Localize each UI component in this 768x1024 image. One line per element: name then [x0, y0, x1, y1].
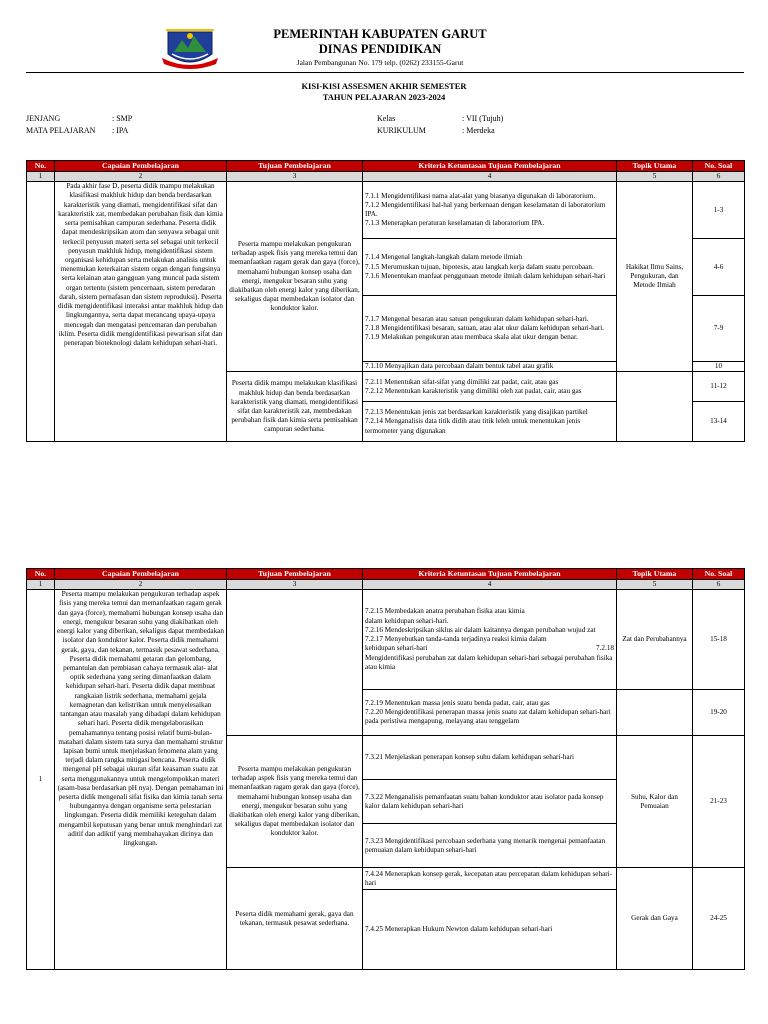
kriteria-item: 7.2.20 Mengidentifikasi penerapan massa jenis suatu zat dalam kehidupan sehari-hari pada peristiwa mengapung, melayang atau tenggelam [365, 708, 611, 726]
kriteria-item: 7.2.13 Menentukan jenis zat berdasarkan karakteristik yang disajikan partikel [365, 408, 588, 417]
kriteria-item: 7.3.21 Menjelaskan penerapan konsep suhu dalam kehidupan sehari-hari [365, 753, 574, 762]
col-header-topik: Topik Utama [617, 569, 693, 580]
kriteria-item: 7.1.3 Menerapkan peraturan keselamatan di laboratorium IPA. [365, 219, 545, 228]
topik-utama-cell: Hakikat Ilmu Sains, Pengukuran, dan Metode Ilmiah [617, 182, 693, 372]
no-soal-cell: 4-6 [693, 239, 745, 296]
tujuan-pembelajaran-cell: Peserta mampu melakukan pengukuran terhadap aspek fisis yang mereka temui dan memanfaatkan ragam gerak dan gaya (force), memahami hubungan konsep usaha dan energi, mengukur besaran suhu yang diakibatkan oleh energi kalor yang diberikan, sekaligus dapat membedakan isolator dan konduktor kalor. [227, 182, 363, 372]
capaian-pembelajaran-cell: Peserta mampu melakukan pengukuran terhadap aspek fisis yang mereka temui dan memanfaatkan ragam gerak dan gaya (force), memahami hubungan konsep usaha dan energi, mengukur besaran suhu yang diakibatkan oleh energi kalor yang diberikan, sekaligus dapat membedakan isolator dan konduktor kalor. Peserta didik memahami gerak, gaya, dan tekanan, termasuk pesawat sederhana. Peserta didik memahami getaran dan gelombang, pemantulan dan pembiasan cahaya termasuk alat- alat optik sederhana yang sering dimanfaatkan dalam kehidupan sehari-hari. Peserta didik dapat membuat rangkaian listrik sederhana, memahami gejala kemagnetan dan kelistrikan untuk menyelesaikan tantangan atau masalah yang dihadapi dalam kehidupan sehari hari. Peserta didik mengelaborasikan pemahamannya tentang posisi relatif bumi-bulan-matahari dalam sistem tata surya dan memahami struktur lapisan bumi untuk menjelaskan fenomena alam yang terjadi dalam rangka mitigasi bencana. Peserta didik mengenal pH sebagai ukuran sifat keasaman suatu zat serta menggunakannya untuk mengelompokkan materi (asam-basa berdasarkan pH nya). Dengan pemahaman ini peserta didik mengenali sifat fisika dan kimia tanah serta hubungannya dengan organisme serta pelestarian lingkungan. Peserta didik memiliki keteguhan dalam mengambil keputusan yang benar untuk menghindari zat aditif dan adiktif yang membahayakan dirinya dan lingkungan. [55, 590, 227, 970]
topik-utama-cell: Suhu, Kalor dan Pemuaian [617, 736, 693, 868]
kriteria-item: 7.1.8 Mengidentifikasi besaran, satuan, atau alat ukur dalam kehidupan sehari-hari. [365, 324, 605, 333]
col-header-no: No. [27, 161, 55, 172]
col-header-no: No. [27, 569, 55, 580]
kriteria-cell [363, 362, 617, 372]
agency-name: DINAS PENDIDIKAN [318, 42, 442, 56]
topik-utama-cell [617, 372, 693, 442]
kriteria-item: 7.4.24 Menerapkan konsep gerak, kecepatan atau percepatan dalam kehidupan sehari-hari [365, 869, 613, 887]
col-number: 6 [693, 580, 745, 590]
kriteria-cell [363, 868, 617, 890]
document-title: KISI-KISI ASSESMEN AKHIR SEMESTER [301, 81, 467, 91]
mata-pelajaran-label: MATA PELAJARAN [26, 126, 96, 135]
kriteria-item: 7.2.19 Menentukan massa jenis suatu benda padat, cair, atau gas [365, 698, 550, 707]
col-header-tujuan: Tujuan Pembelajaran [227, 161, 363, 172]
garut-regency-emblem [160, 24, 220, 70]
topik-utama-cell [617, 690, 693, 736]
kriteria-cell [363, 690, 617, 736]
header-rule [26, 72, 744, 73]
no-soal-cell: 11-12 [693, 372, 745, 402]
kriteria-item: kehidupan sehari-hari [365, 644, 428, 653]
kriteria-item: 7.2.14 Menganalisis data titik didih atau titik leleh untuk menentukan jenis termometer yang digunakan [365, 417, 581, 435]
no-soal-cell: 21-23 [693, 736, 745, 868]
kriteria-item: 7.1.9 Melakukan pengukuran atau membaca skala alat ukur dengan benar. [365, 333, 578, 342]
table-row [27, 590, 745, 690]
no-soal-cell: 1-3 [693, 182, 745, 239]
kriteria-item: 7.2.11 Menentukan sifat-sifat yang dimiliki zat padat, cair, atau gas [365, 377, 559, 386]
topik-utama-cell: Zat dan Perubahannya [617, 590, 693, 690]
no-soal-cell: 10 [693, 362, 745, 372]
kriteria-cell [363, 736, 617, 780]
capaian-pembelajaran-cell: Pada akhir fase D, peserta didik mampu melakukan klasifikasi makhluk hidup dan benda berdasarkan karakteristik yang diamati, mengidentifikasi sifat dan karakteristik zat, membedakan perubahan fisik dan kimia serta pemisahkan campuran sederhana. Peserta didik dapat mendeskripsikan atom dan senyawa sebagai unit terkecil penyusun materi serta sel sebagai unit terkecil penyusun makhluk hidup, mengidentifikasi sistem organisasi kehidupan serta melakukan analisis untuk menemukan keterkaitan sistem organ dengan fungsinya serta kelainan atau gangguan yang muncul pada sistem organ tertentu (sistem pencernaan, sistem peredaran darah, sistem pernafasan dan sistem reproduksi). Peserta didik mengidentifikasi interaksi antar makhluk hidup dan lingkungannya, serta dapat merancang upaya-upaya mencegah dan mengatasi pencemaran dan perubahan iklim. Peserta didik mengidentifikasi pewarisan sifat dan penerapan bioteknologi dalam kehidupan sehari-hari. [55, 182, 227, 442]
kriteria-item: 7.1.7 Mengenal besaran atau satuan pengukuran dalam kehidupan sehari-hari. [365, 314, 589, 323]
kriteria-item: 7.1.2 Mengidentifikasi hal-hal yang berkenaan dengan keselamatan di laboratorium IPA. [365, 201, 606, 219]
col-number: 3 [227, 580, 363, 590]
col-header-kriteria: Kriteria Ketuntasan Tujuan Pembelajaran [363, 569, 617, 580]
kriteria-item: 7.3.23 Mengidentifikasi percobaan sederhana yang menarik mengenai pemanfaatan pemuaian dalam kehidupan sehari-hari [365, 836, 606, 854]
kriteria-cell [363, 824, 617, 868]
col-number: 4 [363, 580, 617, 590]
column-number-row [27, 580, 745, 590]
col-number: 2 [55, 580, 227, 590]
table-header-row [27, 161, 745, 172]
col-number: 1 [27, 580, 55, 590]
table-header-row [27, 569, 745, 580]
kriteria-cell [363, 239, 617, 296]
agency-address: Jalan Pembangunan No. 179 telp. (0262) 233155-Garut [296, 58, 464, 67]
col-header-topik: Topik Utama [617, 161, 693, 172]
kisi-kisi-table-page1 [26, 160, 745, 442]
kriteria-cell [363, 296, 617, 362]
col-number: 6 [693, 172, 745, 182]
row-number-cell: 1 [27, 590, 55, 970]
col-number: 4 [363, 172, 617, 182]
kriteria-cell [363, 890, 617, 970]
kriteria-item: 7.1.6 Menentukan manfaat penggunaan metode ilmiah dalam kehidupan sehari-hari [365, 271, 606, 280]
kriteria-item: 7.1.5 Merumuskan tujuan, hipotesis, atau langkah kerja dalam suatu percobaan. [365, 262, 594, 271]
kelas-value: : VII (Tujuh) [462, 114, 504, 123]
kriteria-item: 7.2.18 [596, 644, 614, 653]
row-number-cell [27, 182, 55, 442]
kelas-label: Kelas [377, 114, 396, 123]
kriteria-item: dalam kehidupan sehari-hari. [365, 616, 449, 625]
table-row [27, 182, 745, 239]
no-soal-cell: 7-9 [693, 296, 745, 362]
kriteria-item: 7.1.10 Menyajikan data percobaan dalam bentuk tabel atau grafik [365, 362, 554, 371]
kriteria-item: 7.2.15 Membedakan anatra perubahan fisika atau kimia [365, 607, 525, 616]
col-header-no-soal: No. Soal [693, 161, 745, 172]
column-number-row [27, 172, 745, 182]
government-name: PEMERINTAH KABUPATEN GARUT [273, 27, 487, 41]
kriteria-cell [363, 590, 617, 690]
col-header-tujuan: Tujuan Pembelajaran [227, 569, 363, 580]
kriteria-item: 7.1.1 Mengidentifikasi nama alat-alat yang biasanya digunakan di laboratorium. [365, 191, 596, 200]
kriteria-item: 7.1.4 Mengenal langkah-langkah dalam metode ilmiah [365, 253, 523, 262]
kriteria-item: 7.2.16 Mendeskripsikan siklus air dalam kaitannya dengan perubahan wujud zat [365, 625, 596, 634]
kriteria-cell [363, 372, 617, 402]
col-header-capaian: Capaian Pembelajaran [55, 161, 227, 172]
col-header-no-soal: No. Soal [693, 569, 745, 580]
kriteria-item: Mengidentifikasi perubahan zat dalam kehidupan sehari-hari sebagai perubahan fisika atau kimia [365, 653, 613, 671]
kriteria-item: 7.4.25 Menerapkan Hukum Newton dalam kehidupan sehari-hari [365, 925, 553, 934]
col-number: 5 [617, 580, 693, 590]
document-subtitle: TAHUN PELAJARAN 2023-2024 [322, 92, 446, 102]
kriteria-item: 7.2.17 Menyebutkan tanda-tanda terjadinya reaksi kimia dalam [365, 635, 547, 644]
kurikulum-value: : Merdeka [462, 126, 495, 135]
col-number: 3 [227, 172, 363, 182]
col-number: 1 [27, 172, 55, 182]
kriteria-cell [363, 182, 617, 239]
mata-pelajaran-value: : IPA [112, 126, 129, 135]
no-soal-cell: 15-18 [693, 590, 745, 690]
tujuan-pembelajaran-cell [227, 590, 363, 736]
jenjang-value: : SMP [112, 114, 133, 123]
no-soal-cell: 13-14 [693, 402, 745, 442]
topik-utama-cell: Gerak dan Gaya [617, 868, 693, 970]
kisi-kisi-table-page2 [26, 568, 745, 970]
kriteria-item: 7.2.12 Menentukan karakteristik yang dimiliki oleh zat padat, cair, atau gas [365, 386, 582, 395]
no-soal-cell: 19-20 [693, 690, 745, 736]
tujuan-pembelajaran-cell: Peserta didik memahami gerak, gaya dan tekanan, termasuk pesawat sederhana. [227, 868, 363, 970]
kriteria-cell [363, 780, 617, 824]
col-number: 5 [617, 172, 693, 182]
tujuan-pembelajaran-cell: Peserta mampu melakukan pengukuran terhadap aspek fisis yang mereka temui dan memanfaatkan ragam gerak dan gaya (force), memahami hubungan konsep usaha dan energi, mengukur besaran suhu yang diakibatkan oleh energi kalor yang diberikan, sekaligus dapat membedakan isolator dan konduktor kalor. [227, 736, 363, 868]
jenjang-label: JENJANG [26, 114, 61, 123]
kriteria-item-line [365, 644, 614, 653]
no-soal-cell: 24-25 [693, 868, 745, 970]
col-number: 2 [55, 172, 227, 182]
kurikulum-label: KURIKULUM [377, 126, 426, 135]
kriteria-item: 7.3.22 Menganalisis pemanfaatan suatu bahan konduktor atau isolator pada konsep kalor dalam kehidupan sehari-hari [365, 792, 604, 810]
kriteria-cell [363, 402, 617, 442]
col-header-kriteria: Kriteria Ketuntasan Tujuan Pembelajaran [363, 161, 617, 172]
tujuan-pembelajaran-cell: Peserta didik mampu melakukan klasifikasi makhluk hidup dan benda berdasarkan karakteristik yang diamati, mengidentifikasi sifat dan karakteristik zat, membedakan perubahan fisik dan kimia serta pemisahkan campuran sederhana. [227, 372, 363, 442]
col-header-capaian: Capaian Pembelajaran [55, 569, 227, 580]
